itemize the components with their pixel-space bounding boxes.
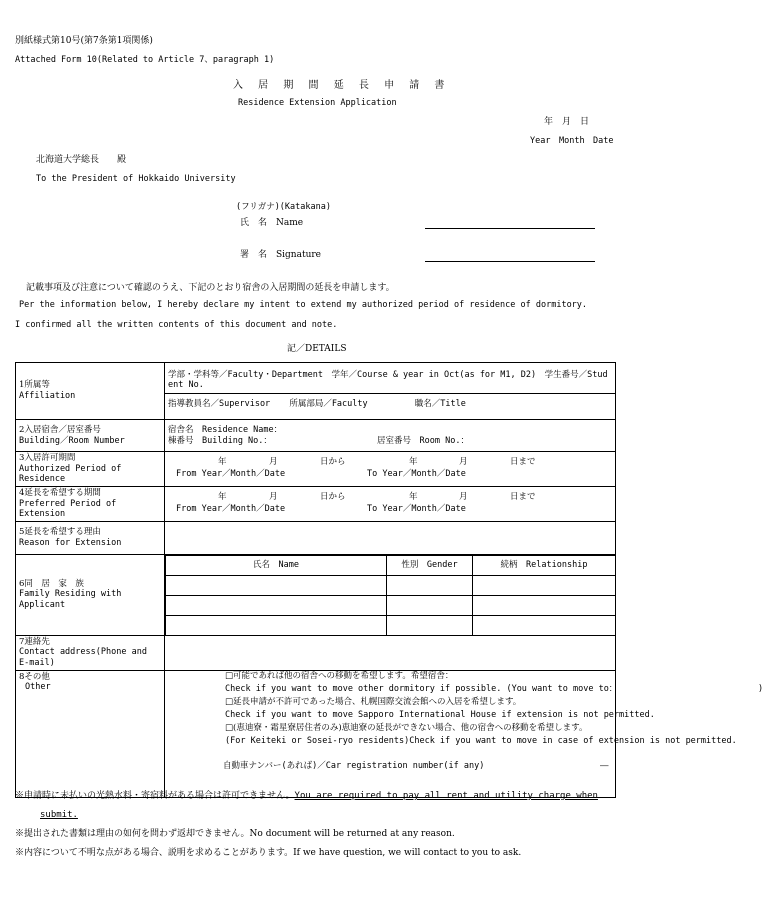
family-gender-3[interactable] — [387, 615, 473, 635]
family-table — [165, 555, 615, 635]
details-title: 記／DETAILS — [287, 344, 347, 354]
family-relationship-2[interactable] — [473, 595, 616, 615]
declaration-jp: 記載事項及び注意について確認のうえ、下記のとおり宿舎の入居期間の延長を申請します。 — [26, 283, 395, 293]
authorized-period-label: 3入居許可期間 Authorized Period of Residence — [16, 452, 165, 487]
name-label: 氏 名 Name — [240, 218, 304, 228]
other-label: 8その他 Other — [16, 670, 165, 797]
note-2: ※提出された書類は理由の如何を問わず返却できません。No document will be returned at any reason. — [15, 829, 455, 839]
family-name-2[interactable] — [166, 595, 387, 615]
furigana-label: (フリガナ)(Katakana) — [236, 202, 331, 212]
details-table — [15, 362, 763, 798]
form-number-jp: 別紙様式第10号(第7条第1項関係) — [15, 36, 153, 46]
affiliation-line1: 学部・学科等／Faculty・Department 学年／Course & year in Oct(as for M1, D2) 学生番号／Student No. — [165, 368, 615, 394]
addressee-jp: 北海道大学総長 殿 — [36, 155, 127, 165]
family-relationship-1[interactable] — [473, 575, 616, 595]
other-option-1-en: Check if you want to move other dormitory if possible. (You want to move to： — [225, 683, 618, 694]
residence-name-label: 宿舎名 Residence Name： — [168, 424, 283, 435]
car-registration-dash[interactable]: ― — [600, 760, 609, 771]
page-title-jp: 入 居 期 間 延 長 申 請 書 — [233, 80, 451, 91]
contact-field[interactable] — [165, 635, 616, 670]
preferred-period-label: 4延長を希望する期間 Preferred Period of Extension — [16, 486, 165, 521]
family-label: 6同 居 家 族 Family Residing with Applicant — [16, 554, 165, 635]
reason-field[interactable] — [165, 521, 616, 554]
building-no-label: 棟番号 Building No.： — [168, 435, 272, 446]
note-3: ※内容について不明な点がある場合、説明を求めることがあります。If we have question, we will contact to you to ask. — [15, 848, 522, 858]
date-label-jp: 年 月 日 — [544, 117, 590, 127]
authorized-period-field[interactable]: 年 月 日から 年 月 日まで From Year／Month／Date To Year／Month／Date — [165, 452, 616, 487]
other-option-2-en: Check if you want to move Sapporo International House if extension is not permitted. — [225, 709, 655, 720]
reason-label: 5延長を希望する理由 Reason for Extension — [16, 521, 165, 554]
other-field — [165, 670, 763, 797]
declaration-en-2: I confirmed all the written contents of this document and note. — [15, 320, 338, 330]
family-name-1[interactable] — [166, 575, 387, 595]
car-registration-label: 自動車ナンバー(あれば)／Car registration number(if any) — [223, 760, 485, 771]
page-title-en: Residence Extension Application — [238, 98, 397, 108]
family-table-cell — [165, 554, 616, 635]
building-field[interactable] — [165, 420, 616, 452]
family-col-gender: 性別 Gender — [387, 555, 473, 575]
family-gender-2[interactable] — [387, 595, 473, 615]
other-option-1-close: ) — [758, 683, 763, 694]
other-option-1-jp[interactable]: □可能であれば他の宿舎への移動を希望します。希望宿舎： — [225, 670, 454, 681]
family-name-3[interactable] — [166, 615, 387, 635]
addressee-en: To the President of Hokkaido University — [36, 174, 236, 184]
declaration-en-1: Per the information below, I hereby declare my intent to extend my authorized period of residence of dormitory. — [19, 300, 588, 310]
affiliation-field[interactable] — [165, 363, 616, 420]
supervisor-label: 指導教員名／Supervisor — [168, 398, 271, 409]
building-label: 2入居宿舎／居室番号 Building／Room Number — [16, 420, 165, 452]
family-col-relationship: 続柄 Relationship — [473, 555, 616, 575]
other-option-3-jp[interactable]: □(恵迪寮・霜星寮居住者のみ)恵迪寮の延長ができない場合、他の宿舎への移動を希望します。 — [225, 722, 588, 733]
signature-label: 署 名 Signature — [240, 250, 322, 260]
affiliation-label: 1所属等 Affiliation — [16, 363, 165, 420]
note-1: ※申請時に未払いの光熱水料・寄宿料がある場合は許可できません。You are required to pay all rent and utility charge when — [15, 791, 598, 801]
contact-label: 7連絡先 Contact address(Phone and E-mail) — [16, 635, 165, 670]
name-field[interactable] — [425, 228, 595, 229]
family-gender-1[interactable] — [387, 575, 473, 595]
room-no-label: 居室番号 Room No.： — [377, 435, 469, 446]
faculty-label: 所属部局／Faculty — [289, 398, 368, 409]
date-label-en: Year Month Date — [530, 136, 614, 146]
preferred-period-field[interactable]: 年 月 日から 年 月 日まで From Year／Month／Date To Year／Month／Date — [165, 486, 616, 521]
title-label: 職名／Title — [414, 398, 466, 409]
family-relationship-3[interactable] — [473, 615, 616, 635]
form-number-en: Attached Form 10(Related to Article 7、paragraph 1) — [15, 55, 275, 65]
other-option-2-jp[interactable]: □延長申請が不許可であった場合、札幌国際交流会館への入居を希望します。 — [225, 696, 522, 707]
family-col-name: 氏名 Name — [166, 555, 387, 575]
other-option-3-en: (For Keiteki or Sosei-ryo residents)Check if you want to move in case of extension is not permitted. — [225, 735, 737, 746]
note-1-cont: submit. — [40, 810, 78, 820]
signature-field[interactable] — [425, 261, 595, 262]
